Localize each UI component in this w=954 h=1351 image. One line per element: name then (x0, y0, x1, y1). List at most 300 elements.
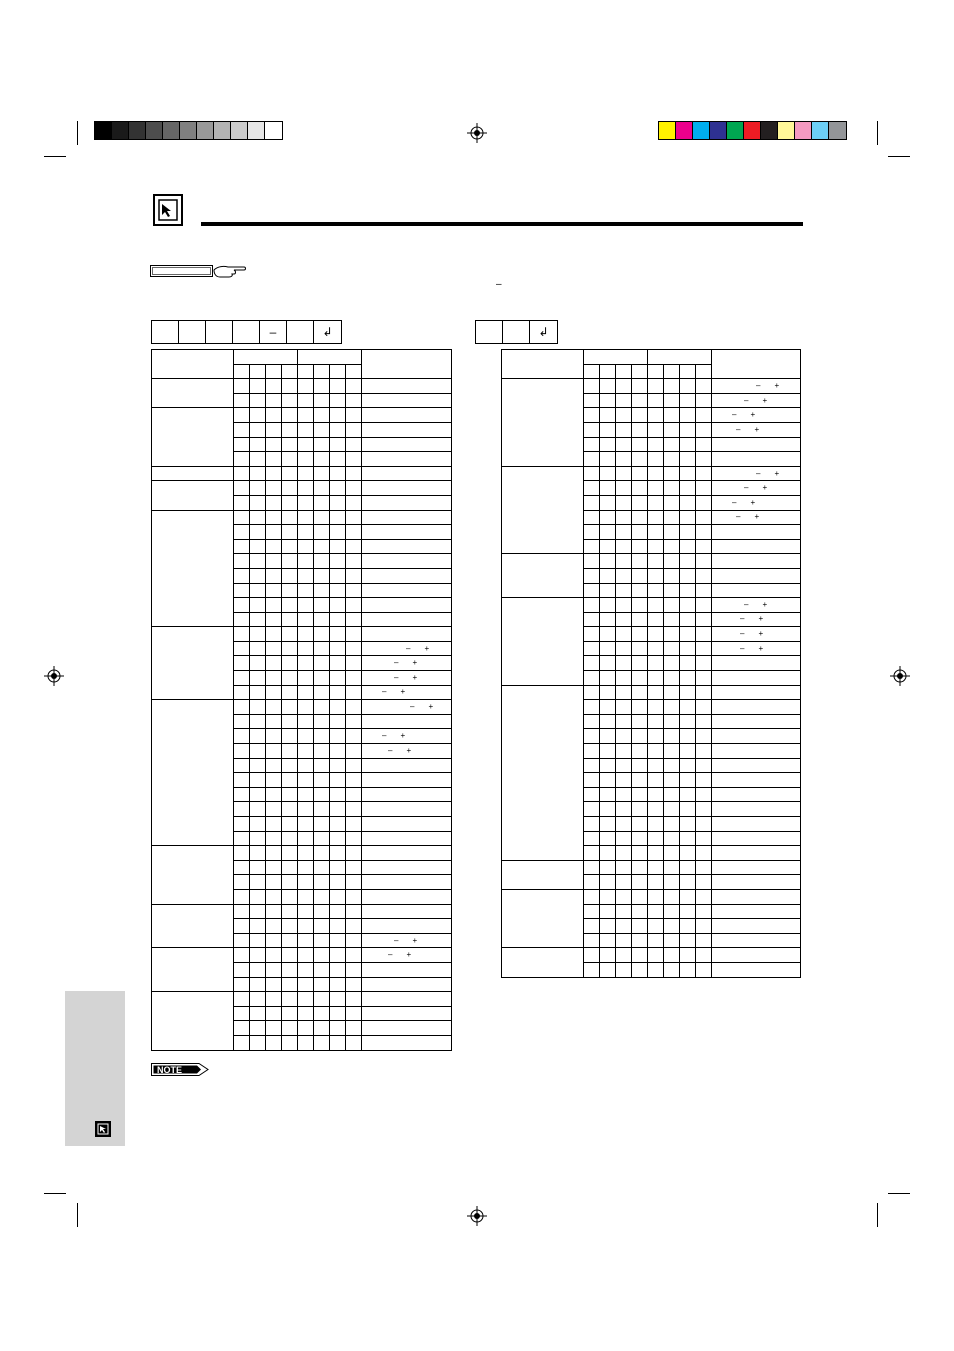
code-cell (266, 685, 282, 700)
code-cell (346, 846, 362, 861)
minus-label: – (732, 410, 737, 420)
code-cell (330, 568, 346, 583)
value-cell (712, 612, 801, 627)
code-cell (680, 495, 696, 510)
code-cell (680, 379, 696, 394)
code-cell (250, 481, 266, 496)
code-cell (266, 758, 282, 773)
code-cell (584, 787, 600, 802)
code-cell (250, 846, 266, 861)
code-cell (696, 379, 712, 394)
code-cell (584, 948, 600, 963)
code-cell (584, 889, 600, 904)
code-cell (680, 700, 696, 715)
code-cell (680, 962, 696, 977)
code-cell (616, 904, 632, 919)
code-cell (234, 904, 250, 919)
code-cell (632, 714, 648, 729)
code-cell (266, 656, 282, 671)
code-cell (664, 466, 680, 481)
gray-swatch (265, 122, 282, 139)
code-cell (584, 422, 600, 437)
code-cell (696, 889, 712, 904)
code-cell (616, 510, 632, 525)
code-cell (616, 729, 632, 744)
code-cell (600, 495, 616, 510)
code-cell (648, 554, 664, 569)
code-cell (314, 860, 330, 875)
code-cell (600, 671, 616, 686)
code-cell (330, 802, 346, 817)
code-cell (600, 948, 616, 963)
code-cell (266, 612, 282, 627)
code-cell (298, 714, 314, 729)
plus-label: + (400, 687, 406, 697)
code-cell (346, 510, 362, 525)
header-code-cell (266, 364, 282, 379)
code-cell (600, 539, 616, 554)
code-cell (250, 554, 266, 569)
code-cell (680, 846, 696, 861)
plus-label: + (774, 468, 780, 478)
code-cell (266, 904, 282, 919)
code-cell (314, 948, 330, 963)
code-cell (696, 802, 712, 817)
value-cell (712, 889, 801, 904)
header-code-cell (234, 364, 250, 379)
code-cell (680, 598, 696, 613)
value-cell (712, 846, 801, 861)
code-cell (346, 992, 362, 1007)
gray-swatch (95, 122, 112, 139)
code-cell (234, 919, 250, 934)
code-cell (632, 889, 648, 904)
item-label-cell (152, 700, 234, 846)
value-cell (712, 568, 801, 583)
code-cell (696, 510, 712, 525)
value-cell (362, 437, 452, 452)
code-cell (632, 408, 648, 423)
color-swatch (795, 122, 812, 139)
code-cell (648, 729, 664, 744)
code-cell (282, 495, 298, 510)
value-cell (362, 846, 452, 861)
plus-label: + (428, 702, 434, 712)
code-cell (632, 700, 648, 715)
code-cell (584, 714, 600, 729)
code-cell (282, 685, 298, 700)
code-cell (346, 787, 362, 802)
code-cell (696, 525, 712, 540)
code-cell (664, 671, 680, 686)
code-cell (600, 525, 616, 540)
code-cell (282, 919, 298, 934)
code-cell (330, 1035, 346, 1050)
code-cell (648, 919, 664, 934)
gray-swatch (146, 122, 163, 139)
value-cell (712, 904, 801, 919)
code-cell (664, 889, 680, 904)
code-cell (330, 685, 346, 700)
item-label-cell (152, 466, 234, 481)
code-cell (346, 627, 362, 642)
value-cell (362, 452, 452, 467)
code-cell (346, 612, 362, 627)
code-cell (584, 466, 600, 481)
code-cell (584, 700, 600, 715)
code-cell (664, 846, 680, 861)
code-cell (632, 379, 648, 394)
code-cell (298, 875, 314, 890)
minus-label: – (756, 380, 761, 390)
code-cell (298, 466, 314, 481)
code-cell (266, 1035, 282, 1050)
code-cell (266, 583, 282, 598)
code-cell (632, 729, 648, 744)
code-cell (664, 875, 680, 890)
code-cell (330, 583, 346, 598)
code-cell (696, 773, 712, 788)
code-cell (282, 1021, 298, 1036)
code-cell (584, 627, 600, 642)
code-cell (298, 422, 314, 437)
code-cell (234, 393, 250, 408)
code-cell (346, 466, 362, 481)
code-cell (250, 466, 266, 481)
plus-label: + (412, 672, 418, 682)
code-cell (648, 481, 664, 496)
code-cell (330, 1006, 346, 1021)
code-cell (696, 656, 712, 671)
code-cell (346, 656, 362, 671)
code-cell (632, 773, 648, 788)
code-cell (282, 554, 298, 569)
code-cell (250, 656, 266, 671)
code-cell (234, 554, 250, 569)
code-cell (696, 860, 712, 875)
code-cell (664, 744, 680, 759)
code-cell (298, 817, 314, 832)
header-group-cell (584, 350, 648, 365)
code-cell (696, 758, 712, 773)
key-cell: ↲ (322, 325, 333, 339)
code-cell (314, 889, 330, 904)
code-cell (696, 919, 712, 934)
code-cell (314, 408, 330, 423)
item-label-cell (502, 685, 584, 860)
code-cell (266, 817, 282, 832)
code-cell (330, 962, 346, 977)
value-cell (362, 510, 452, 525)
header-code-cell (696, 364, 712, 379)
code-cell (282, 641, 298, 656)
code-cell (282, 904, 298, 919)
value-cell (362, 992, 452, 1007)
left-key-sequence (151, 320, 342, 344)
code-cell (346, 685, 362, 700)
code-cell (664, 948, 680, 963)
value-cell (712, 641, 801, 656)
code-cell (696, 817, 712, 832)
code-cell (616, 817, 632, 832)
code-cell (266, 466, 282, 481)
code-cell (648, 641, 664, 656)
code-cell (314, 583, 330, 598)
code-cell (648, 452, 664, 467)
key-cell (152, 321, 179, 343)
gray-swatch (197, 122, 214, 139)
code-cell (664, 685, 680, 700)
code-cell (584, 933, 600, 948)
code-cell (330, 977, 346, 992)
code-cell (330, 481, 346, 496)
code-cell (234, 700, 250, 715)
code-cell (616, 612, 632, 627)
code-cell (266, 525, 282, 540)
code-cell (266, 714, 282, 729)
code-cell (266, 641, 282, 656)
value-cell (712, 510, 801, 525)
code-cell (314, 393, 330, 408)
value-cell (712, 408, 801, 423)
header-group-cell (648, 350, 712, 365)
value-cell (362, 1006, 452, 1021)
code-cell (266, 889, 282, 904)
code-cell (664, 729, 680, 744)
code-cell (282, 510, 298, 525)
header-code-cell (250, 364, 266, 379)
gray-swatch (163, 122, 180, 139)
value-cell (362, 744, 452, 759)
code-cell (648, 510, 664, 525)
code-cell (298, 846, 314, 861)
code-cell (298, 787, 314, 802)
code-cell (600, 422, 616, 437)
code-cell (282, 379, 298, 394)
code-cell (584, 568, 600, 583)
code-cell (346, 831, 362, 846)
code-cell (616, 802, 632, 817)
code-cell (616, 437, 632, 452)
code-cell (282, 408, 298, 423)
value-cell (362, 948, 452, 963)
code-cell (298, 1006, 314, 1021)
code-cell (282, 466, 298, 481)
code-cell (664, 379, 680, 394)
code-cell (298, 393, 314, 408)
code-cell (616, 554, 632, 569)
value-cell (362, 393, 452, 408)
code-cell (250, 860, 266, 875)
code-cell (600, 452, 616, 467)
code-cell (632, 598, 648, 613)
code-cell (282, 481, 298, 496)
code-cell (234, 379, 250, 394)
code-cell (648, 612, 664, 627)
plus-label: + (424, 643, 430, 653)
code-cell (648, 495, 664, 510)
item-label-cell (152, 627, 234, 700)
code-cell (282, 875, 298, 890)
value-cell (712, 437, 801, 452)
item-label-cell (502, 379, 584, 467)
code-cell (584, 962, 600, 977)
code-cell (234, 744, 250, 759)
code-cell (234, 962, 250, 977)
code-cell (680, 744, 696, 759)
code-cell (600, 379, 616, 394)
code-cell (298, 992, 314, 1007)
code-cell (680, 641, 696, 656)
code-cell (696, 641, 712, 656)
code-cell (648, 817, 664, 832)
code-cell (600, 481, 616, 496)
code-cell (314, 817, 330, 832)
header-code-cell (632, 364, 648, 379)
code-cell (696, 744, 712, 759)
item-label-cell (502, 860, 584, 889)
code-cell (632, 875, 648, 890)
code-cell (266, 773, 282, 788)
table-row (152, 466, 452, 481)
code-cell (680, 612, 696, 627)
code-cell (330, 656, 346, 671)
item-label-cell (502, 598, 584, 686)
code-cell (282, 525, 298, 540)
code-cell (664, 962, 680, 977)
key-cell (503, 321, 530, 343)
code-cell (266, 422, 282, 437)
value-cell (362, 875, 452, 890)
code-cell (234, 787, 250, 802)
code-cell (680, 933, 696, 948)
code-cell (664, 393, 680, 408)
value-cell (362, 554, 452, 569)
code-cell (298, 919, 314, 934)
code-cell (632, 612, 648, 627)
code-cell (330, 904, 346, 919)
item-label-cell (152, 904, 234, 948)
code-cell (616, 962, 632, 977)
code-cell (250, 773, 266, 788)
code-cell (664, 714, 680, 729)
code-cell (696, 933, 712, 948)
value-cell (362, 612, 452, 627)
code-cell (250, 495, 266, 510)
code-cell (346, 641, 362, 656)
code-cell (584, 744, 600, 759)
code-cell (234, 422, 250, 437)
code-cell (266, 393, 282, 408)
value-cell (712, 452, 801, 467)
gray-swatch (231, 122, 248, 139)
code-cell (680, 525, 696, 540)
color-swatch (761, 122, 778, 139)
code-cell (234, 408, 250, 423)
code-cell (648, 744, 664, 759)
code-cell (632, 671, 648, 686)
code-cell (250, 729, 266, 744)
code-cell (632, 685, 648, 700)
code-cell (584, 539, 600, 554)
code-cell (330, 495, 346, 510)
value-cell (362, 495, 452, 510)
code-cell (330, 933, 346, 948)
code-cell (282, 656, 298, 671)
code-cell (266, 495, 282, 510)
code-cell (600, 583, 616, 598)
value-cell (362, 422, 452, 437)
value-cell (712, 962, 801, 977)
code-cell (282, 744, 298, 759)
code-cell (600, 744, 616, 759)
code-cell (298, 802, 314, 817)
code-cell (282, 758, 298, 773)
plus-label: + (758, 643, 764, 653)
code-cell (266, 700, 282, 715)
code-cell (282, 598, 298, 613)
code-cell (234, 889, 250, 904)
code-cell (680, 948, 696, 963)
code-cell (648, 889, 664, 904)
code-cell (664, 481, 680, 496)
note-label (151, 1063, 209, 1076)
code-cell (680, 787, 696, 802)
code-cell (616, 481, 632, 496)
code-cell (314, 1021, 330, 1036)
value-cell (362, 758, 452, 773)
table-row (502, 554, 801, 569)
code-cell (250, 510, 266, 525)
code-cell (250, 627, 266, 642)
code-cell (266, 744, 282, 759)
code-cell (266, 948, 282, 963)
code-cell (346, 437, 362, 452)
right-key-sequence (475, 320, 558, 344)
code-cell (664, 919, 680, 934)
code-cell (266, 437, 282, 452)
code-cell (314, 685, 330, 700)
code-cell (664, 612, 680, 627)
code-cell (298, 525, 314, 540)
key-cell: – (260, 321, 287, 343)
crop-mark (877, 1203, 878, 1227)
code-cell (298, 685, 314, 700)
code-cell (298, 700, 314, 715)
code-cell (584, 904, 600, 919)
code-cell (696, 904, 712, 919)
code-cell (346, 700, 362, 715)
value-cell (712, 831, 801, 846)
code-cell (346, 495, 362, 510)
code-cell (600, 802, 616, 817)
code-cell (234, 641, 250, 656)
code-cell (282, 860, 298, 875)
plus-label: + (406, 950, 412, 960)
code-cell (632, 437, 648, 452)
item-label-cell (152, 948, 234, 992)
code-cell (632, 583, 648, 598)
code-cell (680, 729, 696, 744)
color-swatch (727, 122, 744, 139)
minus-label: – (382, 687, 387, 697)
value-cell (362, 1021, 452, 1036)
code-cell (266, 452, 282, 467)
code-cell (632, 510, 648, 525)
code-cell (664, 583, 680, 598)
code-cell (314, 773, 330, 788)
value-cell (712, 539, 801, 554)
